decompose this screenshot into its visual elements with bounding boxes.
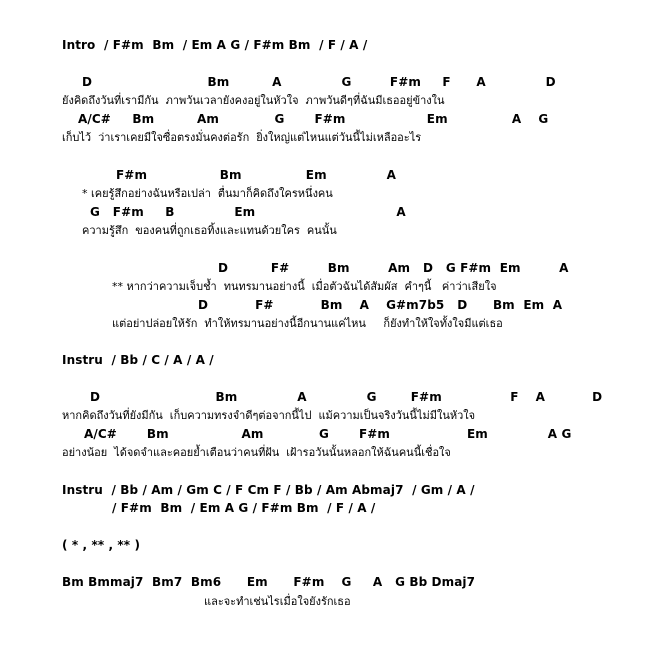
instrumental-line-1: Instru / Bb / C / A / A / xyxy=(62,353,214,367)
chorus-lyrics-2: แต่อย่าปล่อยให้รัก ทำให้ทรมานอย่างนี้อีกนานแค่ไหน ก็ยังทำให้ใจทั้งใจมีแต่เธอ xyxy=(112,317,503,330)
prechorus-lyrics-2: ความรู้สึก ของคนที่ถูกเธอทิ้งและแทนด้วยใคร คนนั้น xyxy=(82,224,337,237)
chorus-chords-2: D F# Bm A G#m7b5 D Bm Em A xyxy=(198,298,563,312)
verse2-chords-2: A/C# Bm Am G F#m Em A G xyxy=(84,427,572,441)
outro-lyrics: และจะทำเช่นไรเมื่อใจยังรักเธอ xyxy=(204,595,351,608)
verse2-chords-1: D Bm A G F#m F A D xyxy=(90,390,603,404)
verse1-lyrics-2: เก็บไว้ ว่าเราเคยมีใจซื่อตรงมั่นคงต่อรัก ยิ่งใหญ่แต่ไหนแต่วันนี้ไม่เหลืออะไร xyxy=(62,131,422,144)
verse1-lyrics-1: ยังคิดถึงวันที่เรามีกัน ภาพวันเวลายังคงอยู่ในหัวใจ ภาพวันดีๆที่ฉันมีเธออยู่ข้างใน xyxy=(62,94,445,107)
verse1-chords-2: A/C# Bm Am G F#m Em A G xyxy=(78,112,549,126)
verse1-chords-1: D Bm A G F#m F A D xyxy=(82,75,556,89)
instrumental-line-2b: / F#m Bm / Em A G / F#m Bm / F / A / xyxy=(112,501,376,515)
intro-line: Intro / F#m Bm / Em A G / F#m Bm / F / A / xyxy=(62,38,368,52)
verse2-lyrics-1: หากคิดถึงวันที่ยังมีกัน เก็บความทรงจำดีๆต่อจากนี้ไป แม้ความเป็นจริงวันนี้ไม่มีในหัวใจ xyxy=(62,409,476,422)
outro-chords: Bm Bmmaj7 Bm7 Bm6 Em F#m G A G Bb Dmaj7 xyxy=(62,575,476,589)
instrumental-line-2: Instru / Bb / Am / Gm C / F Cm F / Bb / Am Abmaj7 / Gm / A / xyxy=(62,483,475,497)
chorus-chords-1: D F# Bm Am D G F#m Em A xyxy=(218,261,569,275)
repeat-instruction: ( * , ** , ** ) xyxy=(62,538,141,552)
prechorus-chords-1: F#m Bm Em A xyxy=(116,168,396,182)
chorus-lyrics-1: ** หากว่าความเจ็บช้ำ ทนทรมานอย่างนี้ เมื่อตัวฉันได้สัมผัส คำๆนี้ ค่าว่าเสียใจ xyxy=(112,280,497,293)
verse2-lyrics-2: อย่างน้อย ได้จดจำและคอยย้ำเตือนว่าคนที่ฝัน เฝ้ารอวันนั้นหลอกให้ฉันคนนี้เชื่อใจ xyxy=(62,446,451,459)
prechorus-lyrics-1: * เคยรู้สึกอย่างฉันหรือเปล่า ตื่นมาก็คิดถึงใครหนึ่งคน xyxy=(82,187,333,200)
prechorus-chords-2: G F#m B Em A xyxy=(90,205,406,219)
